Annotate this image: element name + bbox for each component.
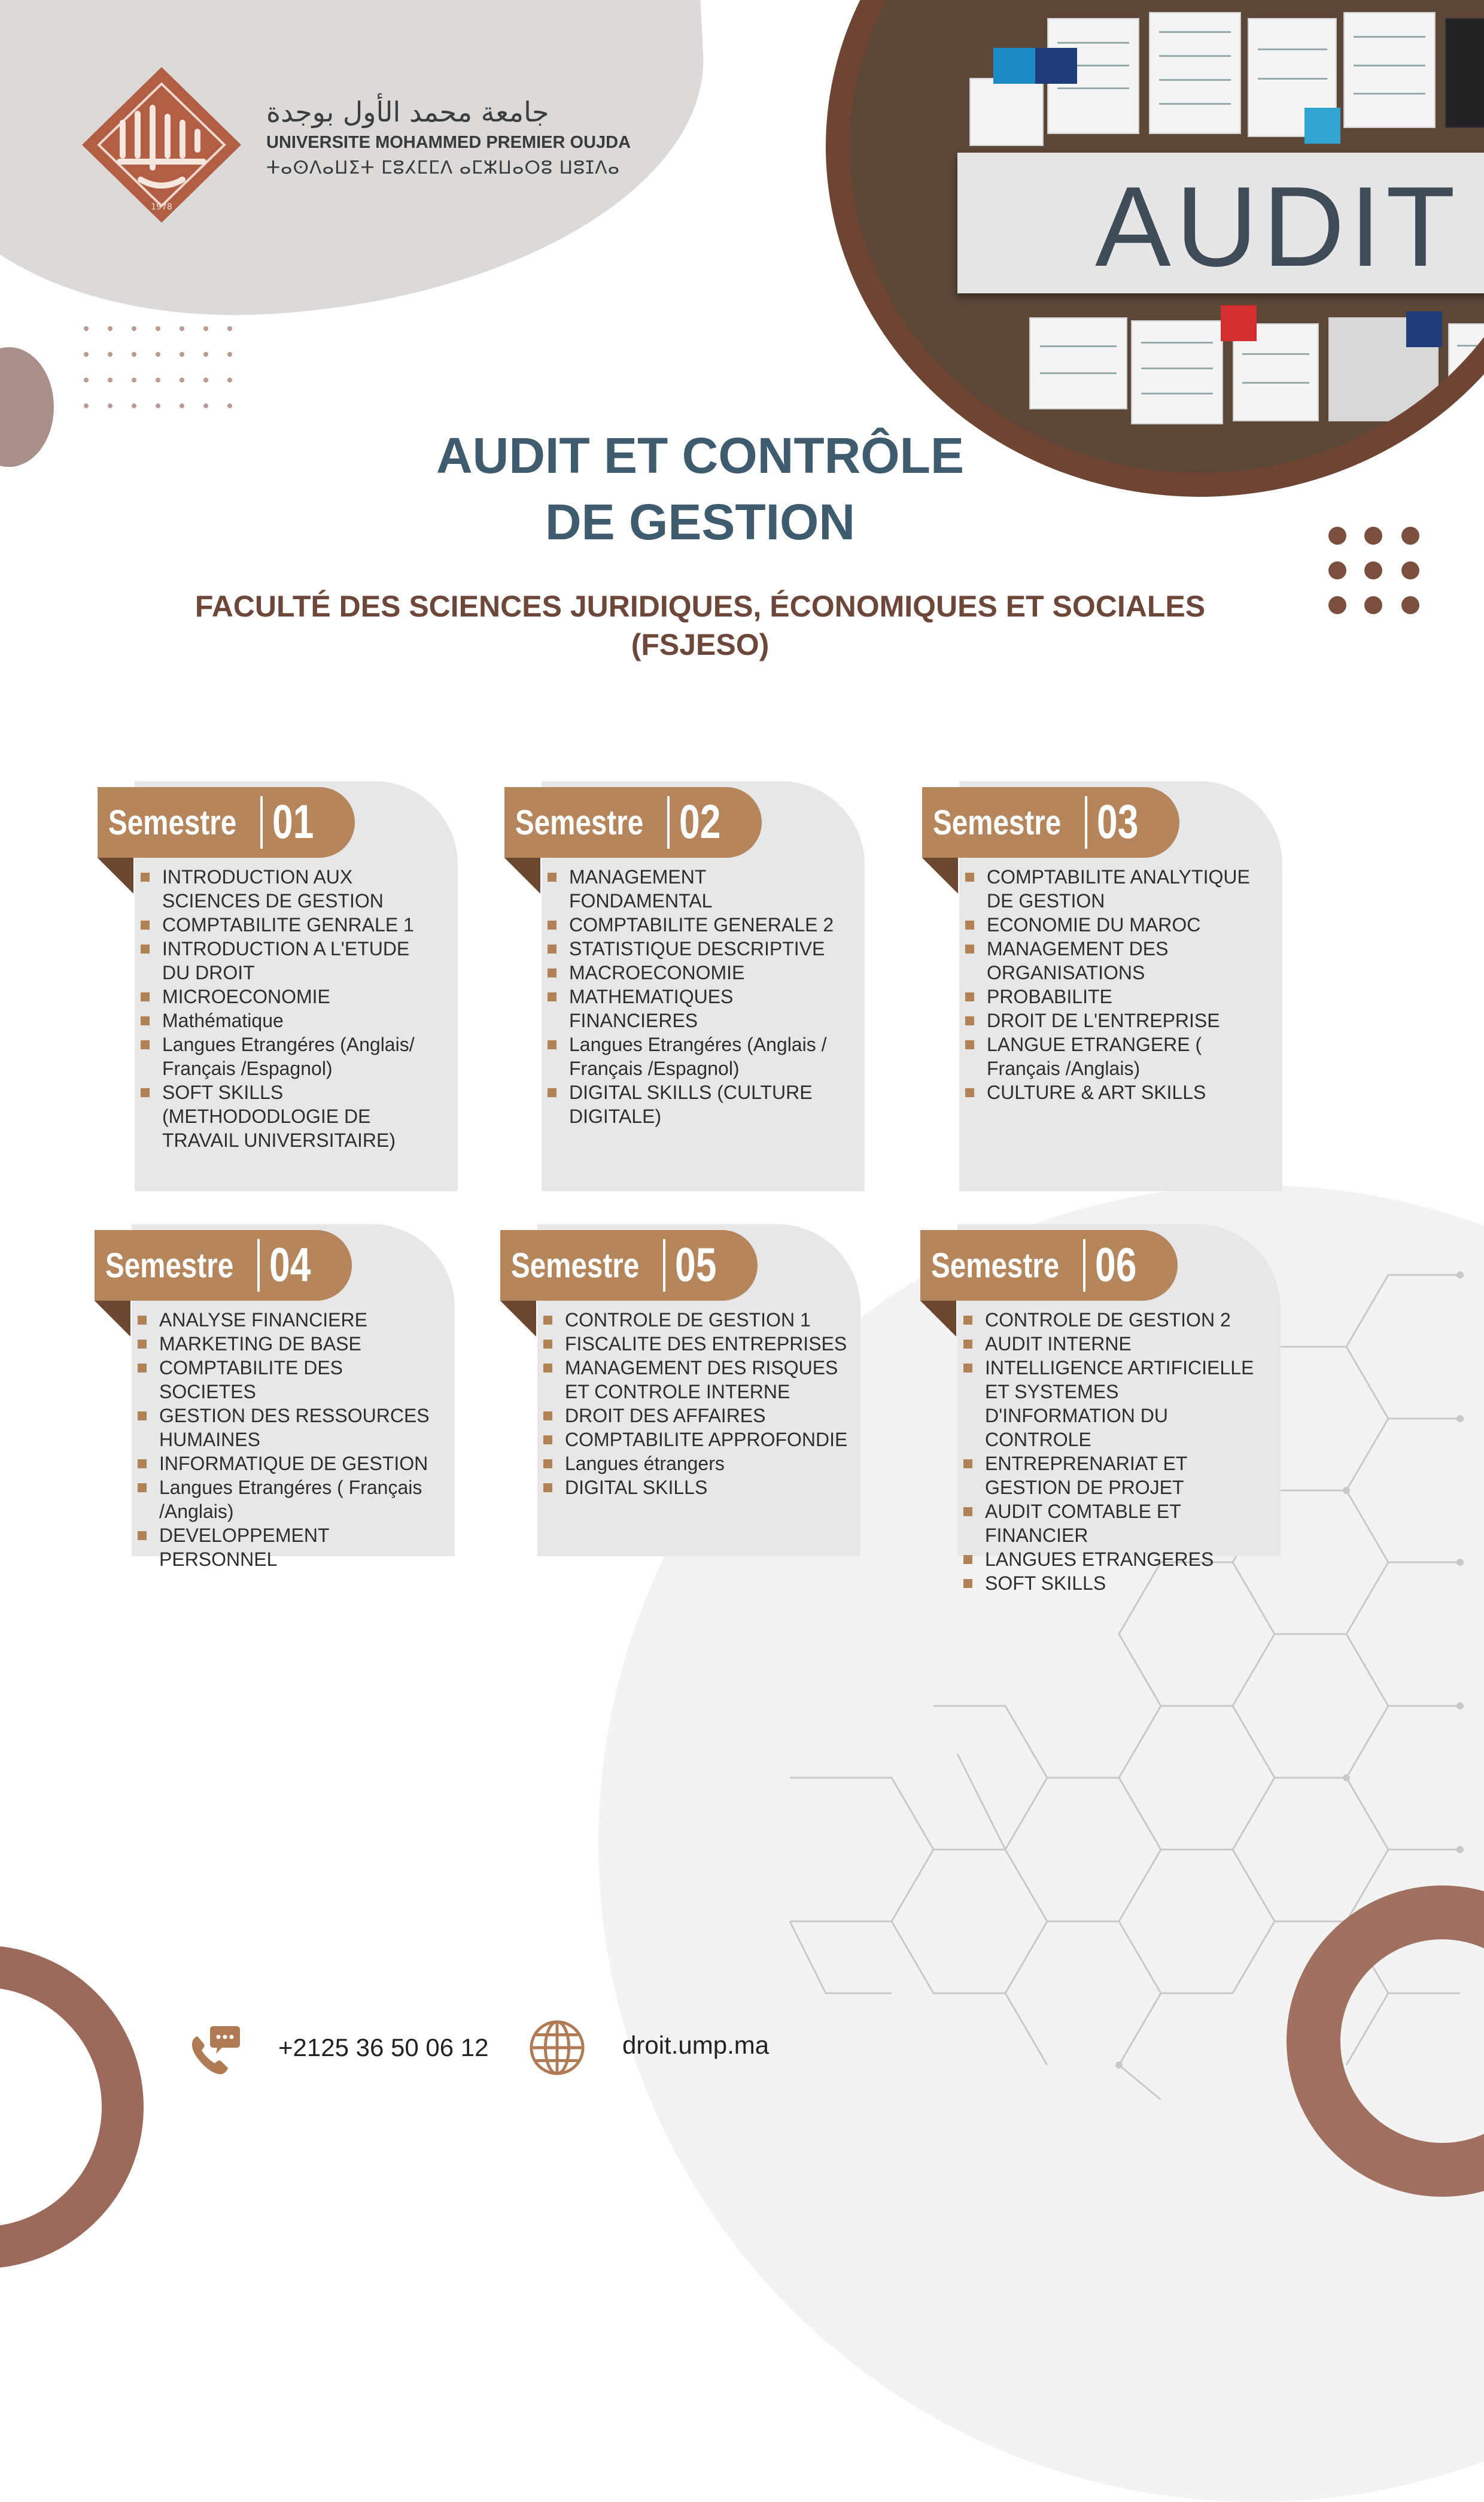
course-item: Langues Etrangéres (Anglais/ Français /Espagnol) — [141, 1033, 440, 1080]
course-item: INFORMATIQUE DE GESTION — [138, 1452, 437, 1475]
course-item: CULTURE & ART SKILLS — [965, 1080, 1264, 1104]
semester-label: Semestre — [511, 1246, 640, 1285]
semester-label: Semestre — [515, 803, 644, 842]
course-item: MANAGEMENT DES ORGANISATIONS — [965, 937, 1264, 985]
banner-fold — [922, 858, 958, 894]
course-item: COMPTABILITE GENRALE 1 — [141, 913, 440, 937]
semester-number: 06 — [1095, 1238, 1137, 1291]
course-list — [138, 1308, 437, 1571]
dot-grid-small — [84, 326, 245, 410]
semester-separator — [1085, 796, 1087, 849]
semester-separator — [667, 796, 670, 849]
course-item: GESTION DES RESSOURCES HUMAINES — [138, 1404, 437, 1452]
semester-number: 01 — [272, 795, 314, 848]
banner-fold — [500, 1301, 536, 1337]
semester-number: 03 — [1097, 795, 1139, 848]
course-item: FISCALITE DES ENTREPRISES — [543, 1332, 854, 1356]
contact-phone[interactable]: +2125 36 50 06 12 — [278, 2033, 489, 2061]
banner-fold — [504, 858, 540, 894]
course-item: INTRODUCTION A L'ETUDE DU DROIT — [141, 937, 440, 985]
course-item: ENTREPRENARIAT ET GESTION DE PROJET — [963, 1452, 1263, 1499]
course-item: SOFT SKILLS — [963, 1571, 1263, 1595]
ump-logo-icon — [81, 66, 242, 224]
corner-ring-bottom-left — [0, 1945, 144, 2269]
course-item: ECONOMIE DU MAROC — [965, 913, 1264, 937]
course-item: MATHEMATIQUES FINANCIERES — [548, 985, 847, 1033]
course-item: Langues étrangers — [543, 1452, 854, 1475]
course-item: AUDIT INTERNE — [963, 1332, 1263, 1356]
course-item: COMPTABILITE APPROFONDIE — [543, 1428, 854, 1452]
course-item: Langues Etrangéres ( Français /Anglais) — [138, 1475, 437, 1523]
course-item: ANALYSE FINANCIERE — [138, 1308, 437, 1332]
course-item: COMPTABILITE DES SOCIETES — [138, 1356, 437, 1404]
course-item: Mathématique — [141, 1009, 440, 1033]
course-item: MACROECONOMIE — [548, 961, 847, 985]
course-item: CONTROLE DE GESTION 2 — [963, 1308, 1263, 1332]
course-list — [963, 1308, 1263, 1595]
university-name-tifinagh: ⵜⴰⵙⴷⴰⵡⵉⵜ ⵎⵓⵃⵎⵎⴷ ⴰⵎⵣⵡⴰⵔⵓ ⵡⵓⵊⴷⴰ — [266, 157, 621, 178]
banner-fold — [98, 858, 133, 894]
course-item: INTRODUCTION AUX SCIENCES DE GESTION — [141, 865, 440, 913]
university-name-arabic: جامعة محمد الأول بوجدة — [266, 96, 549, 128]
phone-chat-icon — [183, 2020, 242, 2080]
semester-number: 02 — [679, 795, 721, 848]
course-item: DROIT DE L'ENTREPRISE — [965, 1009, 1264, 1033]
course-list — [543, 1308, 854, 1499]
course-list — [141, 865, 440, 1152]
course-item: LANGUES ETRANGERES — [963, 1547, 1263, 1571]
course-item: DROIT DES AFFAIRES — [543, 1404, 854, 1428]
course-list — [548, 865, 847, 1128]
course-item: STATISTIQUE DESCRIPTIVE — [548, 937, 847, 961]
course-item: PROBABILITE — [965, 985, 1264, 1009]
course-item: CONTROLE DE GESTION 1 — [543, 1308, 854, 1332]
program-title-line2: DE GESTION — [545, 494, 856, 550]
course-item: LANGUE ETRANGERE ( Français /Anglais) — [965, 1033, 1264, 1080]
semester-separator — [257, 1239, 260, 1292]
faculty-name: FACULTÉ DES SCIENCES JURIDIQUES, ÉCONOMIQUES ET SOCIALES — [194, 590, 1206, 623]
semester-label: Semestre — [933, 803, 1062, 842]
faculty-acronym: (FSJESO) — [631, 628, 770, 661]
semester-separator — [1083, 1239, 1085, 1292]
course-item: AUDIT COMTABLE ET FINANCIER — [963, 1499, 1263, 1547]
course-item: MICROECONOMIE — [141, 985, 440, 1009]
website-link[interactable]: droit.ump.ma — [622, 2031, 770, 2059]
course-item: MANAGEMENT DES RISQUES ET CONTROLE INTERNE — [543, 1356, 854, 1404]
semester-separator — [260, 796, 263, 849]
semester-label: Semestre — [931, 1246, 1060, 1285]
course-item: SOFT SKILLS (METHODODLOGIE DE TRAVAIL UNIVERSITAIRE) — [141, 1080, 440, 1152]
course-item: MARKETING DE BASE — [138, 1332, 437, 1356]
course-item: COMPTABILITE ANALYTIQUE DE GESTION — [965, 865, 1264, 913]
course-item: MANAGEMENT FONDAMENTAL — [548, 865, 847, 913]
audit-photo — [850, 0, 1484, 473]
course-item: DIGITAL SKILLS (CULTURE DIGITALE) — [548, 1080, 847, 1128]
logo-year: 1978 — [151, 202, 172, 212]
audit-image-label: AUDIT — [1095, 163, 1460, 290]
program-title-line1: AUDIT ET CONTRÔLE — [436, 427, 964, 484]
banner-fold — [920, 1301, 956, 1337]
course-item: INTELLIGENCE ARTIFICIELLE ET SYSTEMES D'INFORMATION DU CONTROLE — [963, 1356, 1263, 1452]
semester-separator — [663, 1239, 665, 1292]
banner-fold — [95, 1301, 130, 1337]
semester-number: 05 — [675, 1238, 717, 1291]
semester-label: Semestre — [105, 1246, 234, 1285]
university-name: UNIVERSITE MOHAMMED PREMIER OUJDA — [266, 133, 631, 152]
course-item: DEVELOPPEMENT PERSONNEL — [138, 1523, 437, 1571]
course-list — [965, 865, 1264, 1104]
semester-label: Semestre — [108, 803, 237, 842]
course-item: DIGITAL SKILLS — [543, 1475, 854, 1499]
semester-number: 04 — [269, 1238, 311, 1291]
course-item: COMPTABILITE GENERALE 2 — [548, 913, 847, 937]
globe-icon — [528, 2018, 586, 2077]
course-item: Langues Etrangéres (Anglais / Français /Espagnol) — [548, 1033, 847, 1080]
